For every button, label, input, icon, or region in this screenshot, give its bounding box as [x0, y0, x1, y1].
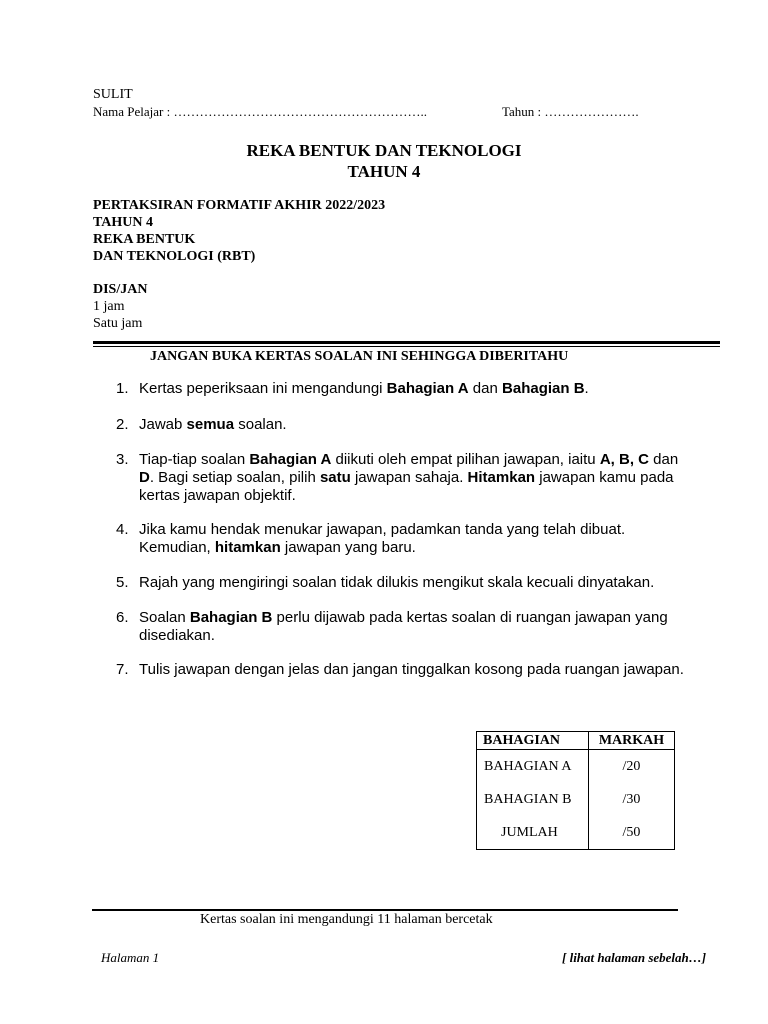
instruction-emphasis: Bahagian B: [189, 609, 273, 626]
instruction-fragment: jawapan yang baru.: [280, 539, 416, 556]
instruction-fragment: jawapan kamu pada kertas jawapan objektif.: [139, 469, 674, 504]
do-not-open-warning: JANGAN BUKA KERTAS SOALAN INI SEHINGGA DIBERITAHU: [150, 349, 569, 364]
instruction-text: [139, 416, 689, 434]
marks-cell: /30: [589, 783, 675, 816]
year-field[interactable]: Tahun : ………………….: [502, 104, 639, 119]
instruction-text: [139, 661, 689, 679]
total-label-cell: JUMLAH: [477, 816, 589, 850]
instruction-number: 7.: [116, 661, 129, 678]
instruction-text: [139, 609, 689, 645]
instruction-number: 3.: [116, 451, 129, 468]
exam-name: PERTAKSIRAN FORMATIF AKHIR 2022/2023: [93, 198, 386, 213]
instruction-fragment: Jawab: [139, 416, 187, 433]
instruction-number: 6.: [116, 609, 129, 626]
instruction-fragment: Soalan: [139, 609, 190, 626]
instruction-emphasis: Bahagian A: [249, 451, 332, 468]
instruction-text: [139, 380, 689, 398]
divider-thin: [93, 346, 720, 347]
page-count-note: Kertas soalan ini mengandungi 11 halaman bercetak: [200, 912, 493, 927]
table-row: [477, 750, 675, 784]
instruction-fragment: . Bagi setiap soalan, pilih: [149, 469, 320, 486]
instruction-fragment: Kertas peperiksaan ini mengandungi: [139, 380, 387, 397]
instruction-fragment: perlu dijawab pada kertas soalan di ruangan jawapan yang disediakan.: [139, 609, 668, 644]
exam-subject-line2: DAN TEKNOLOGI (RBT): [93, 249, 256, 264]
instruction-number: 1.: [116, 380, 129, 397]
instruction-number: 2.: [116, 416, 129, 433]
section-cell: BAHAGIAN B: [477, 783, 589, 816]
instruction-emphasis: hitamkan: [214, 539, 281, 556]
instruction-fragment: dan: [468, 380, 503, 397]
instruction-fragment: Tulis jawapan dengan jelas dan jangan tinggalkan kosong pada ruangan jawapan.: [139, 661, 684, 678]
exam-subject-line1: REKA BENTUK: [93, 232, 196, 247]
exam-duration-words: Satu jam: [93, 316, 143, 331]
instruction-fragment: Tiap-tiap soalan: [139, 451, 250, 468]
exam-duration: 1 jam: [93, 299, 125, 314]
exam-year: TAHUN 4: [93, 215, 154, 230]
instruction-fragment: soalan.: [234, 416, 287, 433]
table-row: [477, 783, 675, 816]
instruction-emphasis: semua: [186, 416, 235, 433]
instruction-text: [139, 451, 689, 505]
instruction-text: [139, 521, 689, 557]
marks-table: [476, 731, 675, 850]
instruction-fragment: .: [584, 380, 589, 397]
marks-table-header-section: BAHAGIAN: [477, 732, 589, 750]
instruction-number: 5.: [116, 574, 129, 591]
instruction-fragment: Jika kamu hendak menukar jawapan, padamkan tanda yang telah dibuat. Kemudian,: [139, 521, 626, 556]
instruction-emphasis: A, B, C: [599, 451, 649, 468]
subject-title: REKA BENTUK DAN TEKNOLOGI: [246, 141, 522, 160]
student-name-field[interactable]: Nama Pelajar : …………………………………………………..: [93, 104, 427, 119]
instruction-emphasis: Bahagian B: [502, 380, 585, 397]
instruction-emphasis: satu: [319, 469, 351, 486]
instruction-fragment: Rajah yang mengiringi soalan tidak dilukis mengikut skala kecuali dinyatakan.: [139, 574, 655, 591]
section-cell: BAHAGIAN A: [477, 750, 589, 784]
table-row: [477, 816, 675, 850]
total-marks-cell: /50: [589, 816, 675, 850]
divider-thick: [93, 341, 720, 344]
instruction-fragment: jawapan sahaja.: [350, 469, 468, 486]
instruction-fragment: diikuti oleh empat pilihan jawapan, iaitu: [331, 451, 600, 468]
page-number: Halaman 1: [101, 950, 160, 965]
instruction-fragment: dan: [648, 451, 679, 468]
next-page-note: [ lihat halaman sebelah…]: [562, 950, 707, 965]
instruction-emphasis: D: [139, 469, 150, 486]
confidential-label: SULIT: [93, 87, 133, 102]
subject-year-title: TAHUN 4: [347, 162, 421, 181]
exam-session: DIS/JAN: [93, 282, 148, 297]
marks-cell: /20: [589, 750, 675, 784]
instruction-emphasis: Hitamkan: [467, 469, 536, 486]
marks-table-header-marks: MARKAH: [589, 732, 675, 750]
instruction-emphasis: Bahagian A: [386, 380, 469, 397]
instruction-number: 4.: [116, 521, 129, 538]
instruction-text: [139, 574, 689, 592]
